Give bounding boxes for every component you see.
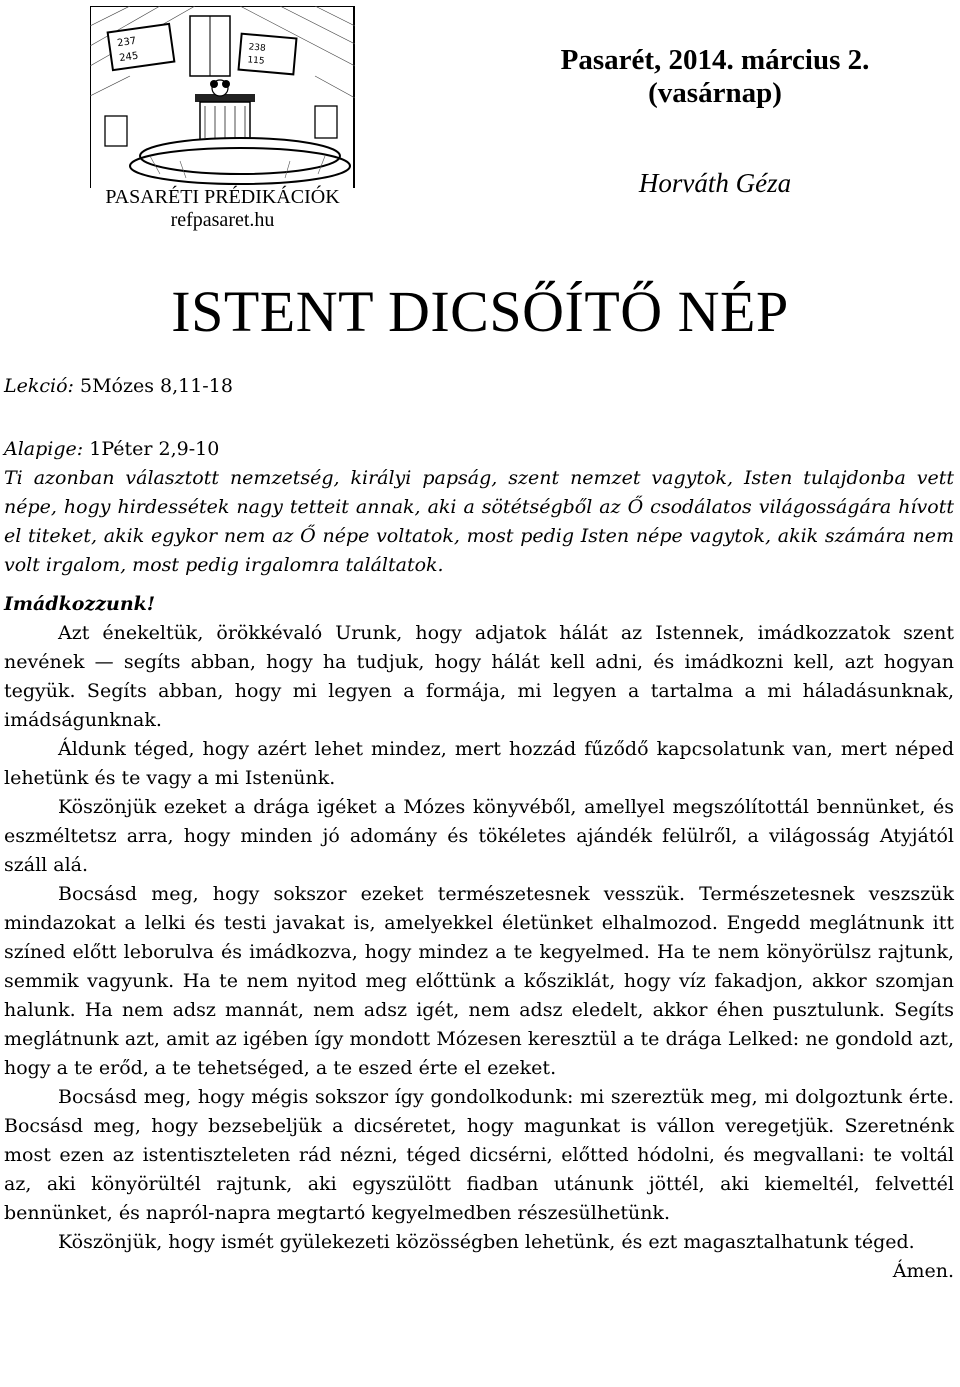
- hymn-board-left-top: 237: [116, 35, 137, 50]
- prayer-amen: Ámen.: [892, 1260, 954, 1282]
- lekcio-line: [4, 372, 954, 401]
- sermon-title: ISTENT DICSŐÍTŐ NÉP: [171, 279, 789, 344]
- sermon-day-line: (vasárnap): [648, 77, 782, 109]
- alapige-reference: 1Péter 2,9-10: [83, 438, 220, 460]
- prayer-paragraph: Köszönjük ezeket a drága igéket a Mózes könyvéből, amellyel megszólítottál bennünket, és eszméltetsz arra, hogy minden jó adomány és tökéletes ajándék felülről, a világosság Atyjától száll alá.: [4, 796, 954, 876]
- logo-caption-url[interactable]: refpasaret.hu: [170, 209, 275, 231]
- hymn-board-right-top: 238: [248, 42, 267, 54]
- lekcio-reference: 5Mózes 8,11-18: [73, 375, 233, 397]
- alapige-line: [4, 435, 954, 464]
- sermon-date: [480, 44, 950, 110]
- prayer-paragraph: Áldunk téged, hogy azért lehet mindez, mert hozzád fűződő kapcsolatunk van, mert néped lehetünk és te vagy a mi Istenünk.: [4, 738, 954, 789]
- hymn-board-right-bottom: 115: [246, 55, 265, 67]
- prayer-heading: Imádkozzunk!: [4, 593, 156, 615]
- lekcio-label: Lekció:: [4, 375, 74, 397]
- sermon-author: Horváth Géza: [638, 168, 792, 198]
- church-interior-drawing: [90, 6, 355, 188]
- church-interior-logo: [90, 6, 355, 188]
- prayer-paragraph: Bocsásd meg, hogy mégis sokszor így gondolkodunk: mi szereztük meg, mi dolgoztunk érte. Bocsásd meg, hogy bezsebeljük a dicséretet, hogy magunkat is vállon veregetjük. Szeretnénk most ezen az istentiszteleten rád nézni, téged dicsérni, előtted hódolni, és megvallani: te voltál az, aki könyörültél rajtunk, aki egyszülött fiadban utánunk jöttél, aki kiemeltél, felvettél bennünket, és napról-napra megtartó kegyelmedben részesülhetünk.: [4, 1086, 954, 1224]
- alapige-label: Alapige:: [4, 438, 84, 460]
- prayer-paragraph: Köszönjük, hogy ismét gyülekezeti közösségben lehetünk, és ezt magasztalhatunk téged.: [58, 1231, 915, 1253]
- page-header: [0, 0, 960, 280]
- logo-caption: [90, 186, 355, 232]
- prayer-paragraph: Bocsásd meg, hogy sokszor ezeket természetesnek vesszük. Természetesnek veszszük mindazokat a lelki és testi javakat is, amelyekkel életünket elhalmozod. Engedd meglátnunk itt színed előtt leborulva és imádkozva, hogy mindez a te kegyelmed. Ha te nem könyörülsz rajtunk, semmik vagyunk. Ha te nem nyitod meg előttünk a kősziklát, hogy víz fakadjon, akkor szomjan halunk. Ha nem adsz mannát, nem adsz igét, nem adsz eledelt, akkor éhen pusztulunk. Segíts meglátnunk azt, amit az igében így mondott Mózesen keresztül a te drága Lelked: ne gondold azt, hogy a te erőd, a te tehetséged, a te eszed érte el ezeket.: [4, 883, 954, 1079]
- sermon-content: [4, 372, 954, 1286]
- prayer-paragraph: Azt énekeltük, örökkévaló Urunk, hogy adjatok hálát az Istennek, imádkozzatok szent nevének — segíts abban, hogy ha tudjuk, hogy hálát kell adni, és imádkozni kell, azt hogyan tegyük. Segíts abban, hogy mi legyen a formája, mi legyen a tartalma a mi háladásunknak, imádságunknak.: [4, 622, 954, 731]
- sermon-date-line: Pasarét, 2014. március 2.: [560, 44, 870, 76]
- hymn-board-left-bottom: 245: [118, 50, 140, 65]
- logo-caption-name: PASARÉTI PRÉDIKÁCIÓK: [105, 186, 340, 208]
- alapige-text: Ti azonban választott nemzetség, királyi papság, szent nemzet vagytok, Isten tulajdonba vett népe, hogy hirdessétek nagy tetteit annak, aki a sötétségből az Ő csodálatos világosságára hívott el titeket, akik egykor nem az Ő népe voltatok, most pedig Isten népe vagytok, akik számára nem volt irgalom, most pedig irgalomra találtatok.: [4, 467, 954, 576]
